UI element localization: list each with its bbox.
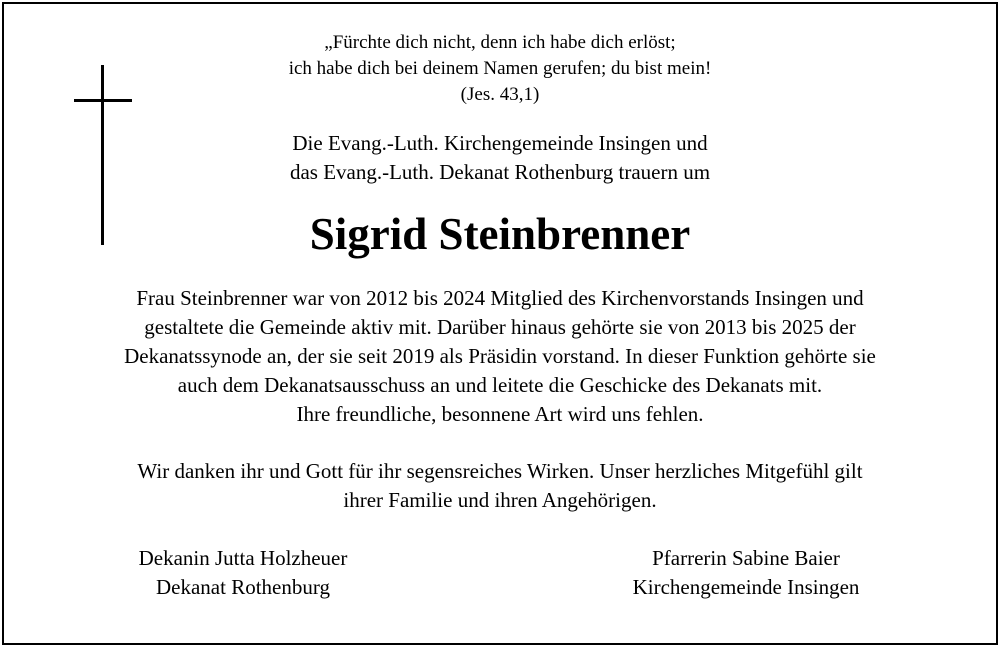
intro-line-2: das Evang.-Luth. Dekanat Rothenburg trauern um [289, 160, 711, 184]
signature-left-org: Dekanat Rothenburg [156, 575, 330, 599]
thanks-line-1: Wir danken ihr und Gott für ihr segensreiches Wirken. Unser herzliches Mitgefühl gilt [137, 459, 863, 483]
tribute-line-3: Dekanatssynode an, der sie seit 2019 als Präsidin vorstand. In dieser Funktion gehörte sie [124, 344, 876, 368]
tribute-line-4: auch dem Dekanatsausschuss an und leitete die Geschicke des Dekanats mit. [177, 373, 823, 397]
verse-line-1: „Fürchte dich nicht, denn ich habe dich erlöst; [324, 32, 676, 53]
signature-right [576, 544, 916, 602]
signature-right-name: Pfarrerin Sabine Baier [652, 546, 840, 570]
signature-right-org: Kirchengemeinde Insingen [632, 575, 860, 599]
tribute-line-5: Ihre freundliche, besonnene Art wird uns fehlen. [296, 402, 704, 426]
thanks-line-2: ihrer Familie und ihren Angehörigen. [343, 488, 657, 512]
verse-line-2: ich habe dich bei deinem Namen gerufen; du bist mein! [288, 58, 712, 79]
tribute-line-1: Frau Steinbrenner war von 2012 bis 2024 Mitglied des Kirchenvorstands Insingen und [136, 286, 864, 310]
tribute-line-2: gestaltete die Gemeinde aktiv mit. Darüber hinaus gehörte sie von 2013 bis 2025 der [144, 315, 856, 339]
intro-line-1: Die Evang.-Luth. Kirchengemeinde Insingen und [292, 131, 708, 155]
signature-left [73, 544, 413, 602]
verse-reference: (Jes. 43,1) [460, 84, 540, 105]
signature-left-name: Dekanin Jutta Holzheuer [138, 546, 348, 570]
deceased-name: Sigrid Steinbrenner [309, 209, 691, 259]
